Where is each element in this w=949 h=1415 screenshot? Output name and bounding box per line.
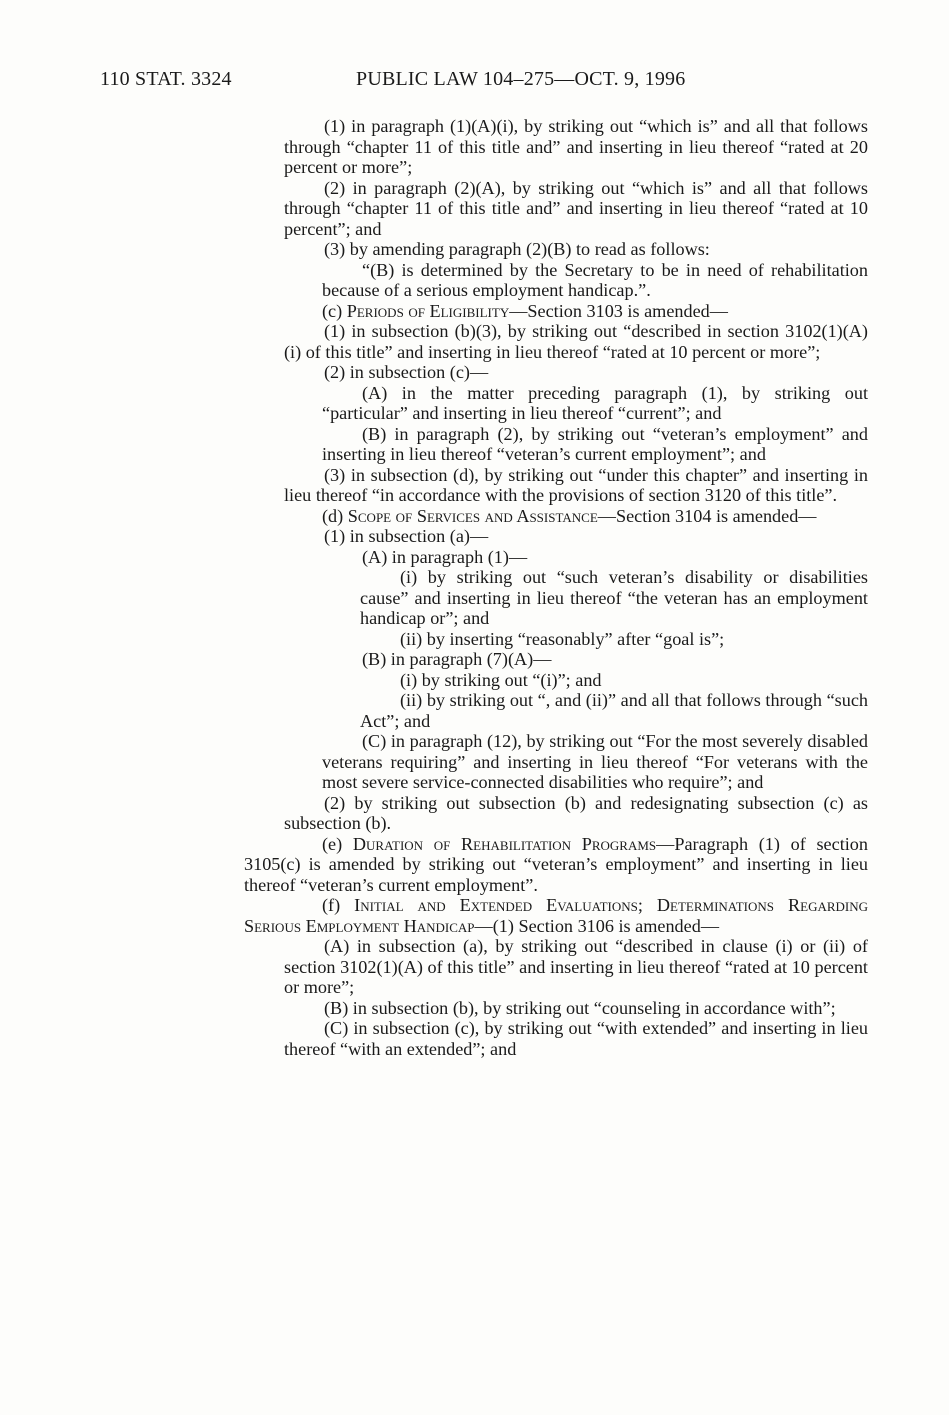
amendment-paragraph	[244, 629, 868, 650]
paragraph-text: (i) by striking out “such veteran’s disability or disabilities cause” and inserting in lieu thereof “the veteran has an employment handicap or”; and	[360, 567, 868, 628]
amendment-paragraph	[244, 178, 868, 240]
paragraph-text: (B) in paragraph (7)(A)—	[362, 649, 552, 669]
subsection-label: (e)	[322, 833, 343, 854]
subsection-label: (d)	[322, 505, 344, 526]
paragraph-text: (A) in paragraph (1)—	[362, 546, 528, 567]
amendment-paragraph	[244, 793, 868, 834]
amendment-paragraph	[244, 424, 868, 465]
page-header	[100, 68, 860, 98]
amendment-paragraph	[244, 649, 868, 670]
amendment-paragraph	[244, 998, 868, 1019]
amendment-paragraph	[244, 239, 868, 260]
amendment-paragraph	[244, 465, 868, 506]
paragraph-text: (1) in subsection (a)—	[324, 526, 489, 546]
subsection-heading-paragraph	[244, 895, 868, 936]
subsection-heading-paragraph	[244, 301, 868, 322]
paragraph-text: —Paragraph (1) of section 3105(c) is amended by striking out “veteran’s employment” and inserting in lieu thereof “veteran’s current employment”.	[244, 833, 868, 895]
public-law-title: PUBLIC LAW 104–275—OCT. 9, 1996	[356, 68, 686, 90]
paragraph-text: (2) in paragraph (2)(A), by striking out “which is” and all that follows through “chapter 11 of this title and” and inserting in lieu thereof “rated at 10 percent”; and	[284, 177, 868, 239]
statute-text	[244, 116, 868, 1059]
amendment-paragraph	[244, 383, 868, 424]
subsection-heading: Periods of Eligibility	[346, 300, 510, 321]
amendment-paragraph	[244, 547, 868, 568]
paragraph-text: (2) by striking out subsection (b) and redesignating subsection (c) as subsection (b).	[284, 792, 868, 833]
subsection-heading: Scope of Services and Assistance	[347, 505, 598, 526]
statute-page-number: 110 STAT. 3324	[100, 68, 232, 90]
paragraph-text: (B) in subsection (b), by striking out “counseling in accordance with”;	[324, 997, 836, 1018]
amendment-paragraph	[244, 526, 868, 547]
paragraph-text: —Section 3103 is amended—	[509, 300, 728, 321]
paragraph-text: (A) in the matter preceding paragraph (1), by striking out “particular” and inserting in lieu thereof “current”; and	[322, 382, 868, 423]
amendment-paragraph	[244, 567, 868, 629]
amendment-paragraph	[244, 936, 868, 998]
subsection-heading-paragraph	[244, 506, 868, 527]
paragraph-text: —Section 3104 is amended—	[597, 505, 817, 526]
amendment-paragraph	[244, 670, 868, 691]
paragraph-text: (B) in paragraph (2), by striking out “veteran’s employment” and inserting in lieu thereof “veteran’s current employment”; and	[322, 423, 868, 464]
paragraph-text: (1) in subsection (b)(3), by striking out “described in section 3102(1)(A)(i) of this title” and inserting in lieu thereof “rated at 10 percent or more”;	[284, 321, 868, 362]
paragraph-text: (2) in subsection (c)—	[324, 362, 489, 382]
paragraph-text: (C) in paragraph (12), by striking out “For the most severely disabled veterans requiring” and inserting in lieu thereof “For veterans with the most severe service-connected disabilities who require”; and	[322, 731, 868, 792]
amendment-paragraph	[244, 260, 868, 301]
subsection-heading: Duration of Rehabilitation Programs	[352, 833, 657, 854]
subsection-label: (f)	[322, 895, 341, 915]
amendment-paragraph	[244, 321, 868, 362]
subsection-heading: Initial and Extended Evaluations; Determinations Regarding Serious Employment Handicap	[244, 895, 869, 936]
amendment-paragraph	[244, 731, 868, 793]
paragraph-text: (ii) by inserting “reasonably” after “goal is”;	[400, 628, 725, 649]
paragraph-text: (i) by striking out “(i)”; and	[400, 669, 602, 690]
amendment-paragraph	[244, 362, 868, 383]
paragraph-text: (3) by amending paragraph (2)(B) to read as follows:	[324, 239, 710, 259]
paragraph-text: —(1) Section 3106 is amended—	[474, 915, 720, 936]
amendment-paragraph	[244, 116, 868, 178]
paragraph-text: “(B) is determined by the Secretary to be in need of rehabilitation because of a serious employment handicap.”.	[322, 259, 868, 300]
subsection-heading-paragraph	[244, 834, 868, 896]
subsection-label: (c)	[322, 300, 343, 321]
amendment-paragraph	[244, 690, 868, 731]
paragraph-text: (3) in subsection (d), by striking out “under this chapter” and inserting in lieu thereof “in accordance with the provisions of section 3120 of this title”.	[284, 464, 868, 505]
paragraph-text: (A) in subsection (a), by striking out “described in clause (i) or (ii) of section 3102(1)(A) of this title” and inserting in lieu thereof “rated at 10 percent or more”;	[284, 936, 868, 997]
paragraph-text: (1) in paragraph (1)(A)(i), by striking out “which is” and all that follows through “chapter 11 of this title and” and inserting in lieu thereof “rated at 20 percent or more”;	[284, 116, 868, 177]
paragraph-text: (C) in subsection (c), by striking out “with extended” and inserting in lieu thereof “with an extended”; and	[284, 1018, 868, 1059]
amendment-paragraph	[244, 1018, 868, 1059]
paragraph-text: (ii) by striking out “, and (ii)” and all that follows through “such Act”; and	[360, 690, 868, 731]
